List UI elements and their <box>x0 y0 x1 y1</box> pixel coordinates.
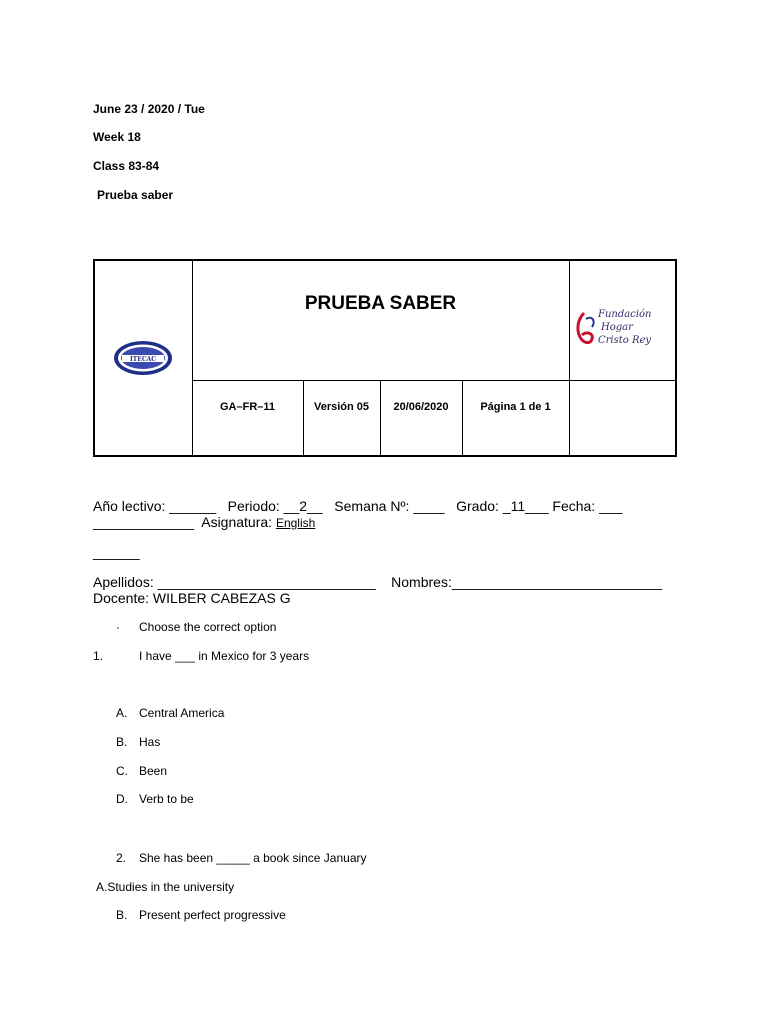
instruction: Choose the correct option <box>139 620 277 634</box>
form-code: GA–FR–11 <box>219 400 276 413</box>
q2-option-a: A.Studies in the university <box>96 880 235 894</box>
q1-option-c-letter: C. <box>116 764 128 778</box>
logo-line-1: Fundación <box>597 309 651 321</box>
field-line-3: ______ <box>93 544 140 560</box>
school-seal-icon <box>112 338 174 378</box>
field-line-2-text: _____________ Asignatura: <box>93 514 276 530</box>
bullet: · <box>116 620 120 634</box>
form-header-table <box>93 259 677 457</box>
form-code-cell <box>192 380 303 456</box>
form-version: Versión 05 <box>313 400 370 413</box>
q1-option-b-letter: B. <box>116 735 128 749</box>
subject-value: English <box>275 516 316 530</box>
q1-option-d-text: Verb to be <box>139 792 194 806</box>
field-line-1: Año lectivo: ______ Periodo: __2__ Semana Nº: ____ Grado: _11___ Fecha: ___ <box>93 498 623 514</box>
q2-option-b-text: Present perfect progressive <box>139 908 286 922</box>
teacher-line: Docente: WILBER CABEZAS G <box>93 590 291 606</box>
school-seal-cell <box>94 260 192 456</box>
q1-option-c-text: Been <box>139 764 168 778</box>
q1-number: 1. <box>93 649 104 663</box>
form-page-cell <box>462 380 569 456</box>
q1-option-b-text: Has <box>139 735 161 749</box>
form-date: 20/06/2020 <box>393 400 449 413</box>
topic-line: Prueba saber <box>97 188 174 202</box>
form-title: PRUEBA SABER <box>304 293 457 315</box>
class-line: Class 83-84 <box>93 159 160 173</box>
q1-option-d-letter: D. <box>116 792 128 806</box>
form-version-cell <box>303 380 380 456</box>
field-line-2 <box>93 514 315 530</box>
q1-option-a-letter: A. <box>116 706 128 720</box>
form-title-cell <box>192 260 569 380</box>
q2-option-b-letter: B. <box>116 908 128 922</box>
week-line: Week 18 <box>93 130 141 144</box>
q1-text: I have ___ in Mexico for 3 years <box>139 649 310 663</box>
form-date-cell <box>380 380 462 456</box>
q2-number: 2. <box>116 851 127 865</box>
q1-option-a-text: Central America <box>139 706 225 720</box>
foundation-logo-icon <box>570 299 675 359</box>
seal-text: ITECAC <box>130 356 157 363</box>
q2-text: She has been _____ a book since January <box>139 851 367 865</box>
logo-line-2: Hogar <box>600 322 633 334</box>
logo-line-3: Cristo Rey <box>597 335 651 347</box>
foundation-logo-cell <box>569 260 676 380</box>
field-line-4: Apellidos: ____________________________ Nombres:___________________________ <box>93 574 663 590</box>
form-page: Página 1 de 1 <box>480 400 551 413</box>
empty-cell <box>569 380 676 456</box>
date-line: June 23 / 2020 / Tue <box>93 102 205 116</box>
